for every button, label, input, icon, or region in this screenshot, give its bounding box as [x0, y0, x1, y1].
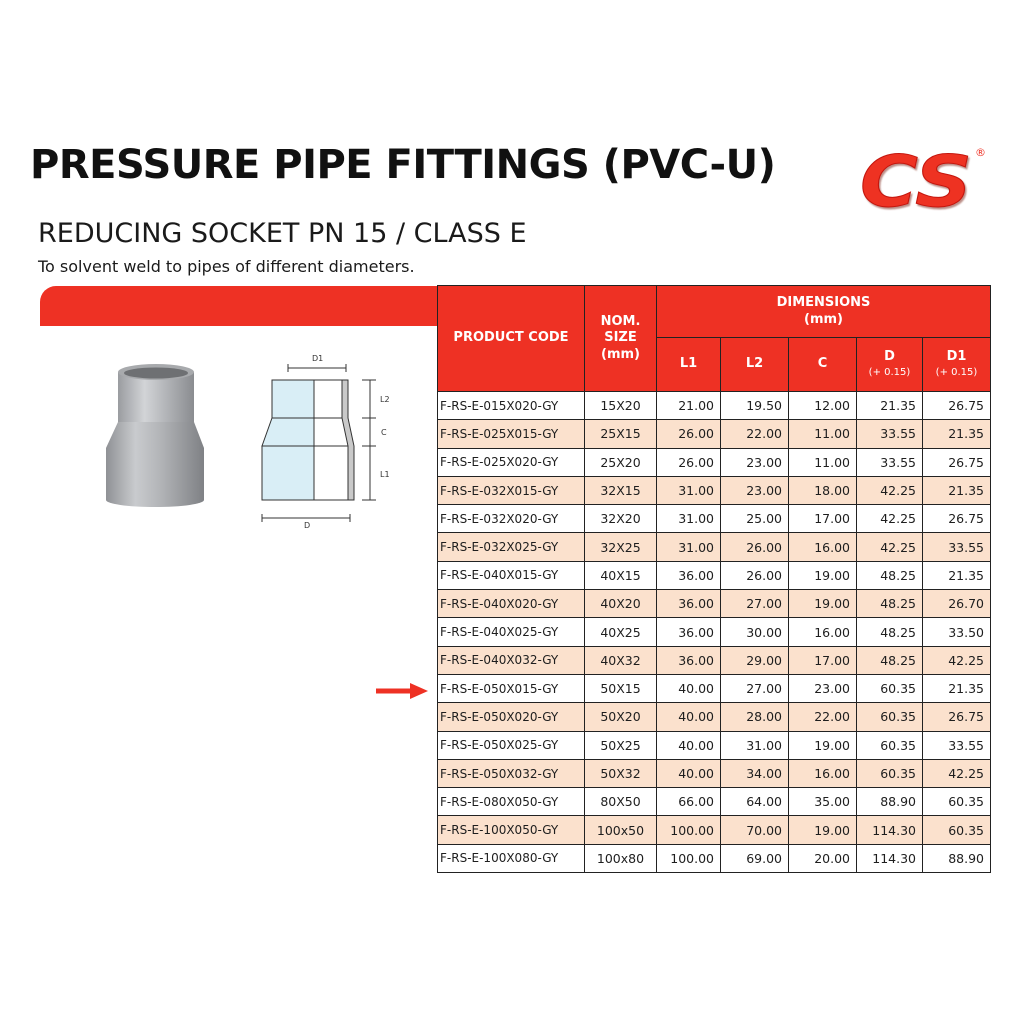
- cell-l1: 100.00: [657, 844, 721, 872]
- cell-d: 48.25: [857, 590, 923, 618]
- header-d1-tolerance: (+ 0.15): [935, 367, 978, 379]
- cell-product-code: F-RS-E-032X025-GY: [438, 533, 585, 561]
- cell-c: 20.00: [789, 844, 857, 872]
- table-row: [438, 448, 991, 476]
- cell-nom-size: 80X50: [585, 788, 657, 816]
- cell-d1: 42.25: [923, 646, 991, 674]
- table-row: [438, 816, 991, 844]
- cell-c: 19.00: [789, 731, 857, 759]
- dim-c-label: C: [381, 428, 387, 437]
- cell-product-code: F-RS-E-032X015-GY: [438, 476, 585, 504]
- dim-l2-label: L2: [380, 395, 390, 404]
- cell-nom-size: 32X20: [585, 505, 657, 533]
- cell-d1: 21.35: [923, 561, 991, 589]
- cell-nom-size: 100x80: [585, 844, 657, 872]
- cell-c: 19.00: [789, 561, 857, 589]
- cell-nom-size: 32X25: [585, 533, 657, 561]
- cell-d1: 33.55: [923, 731, 991, 759]
- cell-nom-size: 32X15: [585, 476, 657, 504]
- cell-l2: 70.00: [721, 816, 789, 844]
- cell-nom-size: 40X20: [585, 590, 657, 618]
- cell-d: 42.25: [857, 505, 923, 533]
- cs-logo: [858, 142, 988, 216]
- cell-l2: 31.00: [721, 731, 789, 759]
- dim-d1-label: D1: [312, 354, 324, 363]
- cell-d1: 26.75: [923, 505, 991, 533]
- cell-d: 48.25: [857, 646, 923, 674]
- cell-d1: 26.70: [923, 590, 991, 618]
- cell-l2: 29.00: [721, 646, 789, 674]
- header-d-label: D: [884, 349, 895, 365]
- table-row: [438, 476, 991, 504]
- header-dimensions-unit: (mm): [804, 311, 843, 327]
- table-row: [438, 533, 991, 561]
- header-d-tolerance: (+ 0.15): [868, 367, 911, 379]
- table-row: [438, 618, 991, 646]
- cell-c: 11.00: [789, 420, 857, 448]
- cell-product-code: F-RS-E-040X032-GY: [438, 646, 585, 674]
- cell-d: 42.25: [857, 533, 923, 561]
- cell-d: 33.55: [857, 420, 923, 448]
- cell-l2: 23.00: [721, 448, 789, 476]
- table-row: [438, 646, 991, 674]
- cell-d: 48.25: [857, 561, 923, 589]
- cell-c: 22.00: [789, 703, 857, 731]
- header-dimensions-label: DIMENSIONS: [776, 295, 871, 311]
- dim-l1-label: L1: [380, 470, 390, 479]
- reducing-socket-photo: [100, 360, 210, 510]
- page-title: PRESSURE PIPE FITTINGS (PVC-U): [30, 142, 776, 188]
- cell-l1: 36.00: [657, 561, 721, 589]
- cell-product-code: F-RS-E-050X015-GY: [438, 674, 585, 702]
- header-product-code: PRODUCT CODE: [438, 286, 585, 392]
- cell-l2: 27.00: [721, 590, 789, 618]
- dimensions-table: [437, 285, 991, 873]
- row-pointer-arrow-icon: [376, 683, 428, 699]
- cell-d: 60.35: [857, 674, 923, 702]
- cell-l1: 100.00: [657, 816, 721, 844]
- cell-l1: 26.00: [657, 448, 721, 476]
- cell-d1: 21.35: [923, 420, 991, 448]
- cell-c: 17.00: [789, 505, 857, 533]
- cell-d: 33.55: [857, 448, 923, 476]
- cell-l2: 26.00: [721, 533, 789, 561]
- header-d1-label: D1: [946, 349, 967, 365]
- cell-c: 11.00: [789, 448, 857, 476]
- cell-d1: 21.35: [923, 476, 991, 504]
- cell-d1: 26.75: [923, 448, 991, 476]
- cell-c: 18.00: [789, 476, 857, 504]
- cell-product-code: F-RS-E-040X025-GY: [438, 618, 585, 646]
- cell-d1: 42.25: [923, 759, 991, 787]
- cell-d: 60.35: [857, 703, 923, 731]
- cell-nom-size: 100x50: [585, 816, 657, 844]
- cell-l1: 66.00: [657, 788, 721, 816]
- cell-product-code: F-RS-E-032X020-GY: [438, 505, 585, 533]
- dim-d-label: D: [304, 521, 311, 530]
- cell-l1: 36.00: [657, 618, 721, 646]
- table-row: [438, 590, 991, 618]
- cell-l1: 40.00: [657, 759, 721, 787]
- cell-c: 35.00: [789, 788, 857, 816]
- cell-c: 23.00: [789, 674, 857, 702]
- cell-l1: 36.00: [657, 590, 721, 618]
- cell-nom-size: 50X15: [585, 674, 657, 702]
- cell-product-code: F-RS-E-100X080-GY: [438, 844, 585, 872]
- cell-l1: 26.00: [657, 420, 721, 448]
- cell-nom-size: 50X25: [585, 731, 657, 759]
- cell-l2: 64.00: [721, 788, 789, 816]
- cell-l1: 40.00: [657, 731, 721, 759]
- cell-product-code: F-RS-E-015X020-GY: [438, 392, 585, 420]
- cell-l2: 69.00: [721, 844, 789, 872]
- cell-l1: 40.00: [657, 674, 721, 702]
- cell-d: 48.25: [857, 618, 923, 646]
- cell-nom-size: 50X32: [585, 759, 657, 787]
- cell-nom-size: 40X32: [585, 646, 657, 674]
- header-d: [857, 338, 923, 392]
- cell-d: 88.90: [857, 788, 923, 816]
- registered-mark: ®: [975, 146, 986, 159]
- cell-nom-size: 25X15: [585, 420, 657, 448]
- table-row: [438, 505, 991, 533]
- technical-drawing: [250, 350, 400, 530]
- cell-product-code: F-RS-E-040X015-GY: [438, 561, 585, 589]
- cell-d1: 60.35: [923, 816, 991, 844]
- cell-l2: 30.00: [721, 618, 789, 646]
- cell-c: 12.00: [789, 392, 857, 420]
- table-row: [438, 420, 991, 448]
- cell-product-code: F-RS-E-050X020-GY: [438, 703, 585, 731]
- table-row: [438, 392, 991, 420]
- header-dimensions: [657, 286, 991, 338]
- cell-c: 16.00: [789, 618, 857, 646]
- cell-l2: 28.00: [721, 703, 789, 731]
- cell-d: 60.35: [857, 759, 923, 787]
- cell-d1: 33.55: [923, 533, 991, 561]
- product-description: To solvent weld to pipes of different diameters.: [38, 257, 415, 276]
- table-row: [438, 759, 991, 787]
- cell-product-code: F-RS-E-025X020-GY: [438, 448, 585, 476]
- cell-c: 16.00: [789, 759, 857, 787]
- cell-l1: 31.00: [657, 533, 721, 561]
- cell-nom-size: 40X25: [585, 618, 657, 646]
- header-d1: [923, 338, 991, 392]
- cell-nom-size: 15X20: [585, 392, 657, 420]
- cell-l1: 40.00: [657, 703, 721, 731]
- cell-product-code: F-RS-E-040X020-GY: [438, 590, 585, 618]
- cell-c: 19.00: [789, 816, 857, 844]
- cell-d1: 26.75: [923, 392, 991, 420]
- cell-d1: 88.90: [923, 844, 991, 872]
- cell-product-code: F-RS-E-050X032-GY: [438, 759, 585, 787]
- cell-d1: 21.35: [923, 674, 991, 702]
- cell-product-code: F-RS-E-100X050-GY: [438, 816, 585, 844]
- cell-d: 60.35: [857, 731, 923, 759]
- cell-product-code: F-RS-E-050X025-GY: [438, 731, 585, 759]
- logo-text: CS: [860, 142, 972, 216]
- table-row: [438, 674, 991, 702]
- header-l1: L1: [657, 338, 721, 392]
- cell-l2: 26.00: [721, 561, 789, 589]
- table-row: [438, 788, 991, 816]
- cell-l1: 21.00: [657, 392, 721, 420]
- table-row: [438, 703, 991, 731]
- cell-l1: 31.00: [657, 476, 721, 504]
- cell-d: 114.30: [857, 816, 923, 844]
- product-subtitle: REDUCING SOCKET PN 15 / CLASS E: [38, 218, 527, 249]
- cell-d: 114.30: [857, 844, 923, 872]
- header-l2: L2: [721, 338, 789, 392]
- cell-l2: 19.50: [721, 392, 789, 420]
- cell-l1: 36.00: [657, 646, 721, 674]
- header-accent-bar: [40, 286, 440, 326]
- cell-nom-size: 50X20: [585, 703, 657, 731]
- cell-l2: 34.00: [721, 759, 789, 787]
- cell-d1: 26.75: [923, 703, 991, 731]
- table-row: [438, 844, 991, 872]
- cell-l2: 23.00: [721, 476, 789, 504]
- cell-d: 21.35: [857, 392, 923, 420]
- cell-c: 19.00: [789, 590, 857, 618]
- cell-l1: 31.00: [657, 505, 721, 533]
- cell-l2: 22.00: [721, 420, 789, 448]
- cell-product-code: F-RS-E-025X015-GY: [438, 420, 585, 448]
- cell-product-code: F-RS-E-080X050-GY: [438, 788, 585, 816]
- cell-nom-size: 25X20: [585, 448, 657, 476]
- header-nom-size: NOM. SIZE (mm): [585, 286, 657, 392]
- cell-d1: 33.50: [923, 618, 991, 646]
- cell-l2: 25.00: [721, 505, 789, 533]
- header-c: C: [789, 338, 857, 392]
- cell-d: 42.25: [857, 476, 923, 504]
- table-row: [438, 561, 991, 589]
- cell-c: 16.00: [789, 533, 857, 561]
- table-row: [438, 731, 991, 759]
- cell-d1: 60.35: [923, 788, 991, 816]
- cell-c: 17.00: [789, 646, 857, 674]
- cell-nom-size: 40X15: [585, 561, 657, 589]
- cell-l2: 27.00: [721, 674, 789, 702]
